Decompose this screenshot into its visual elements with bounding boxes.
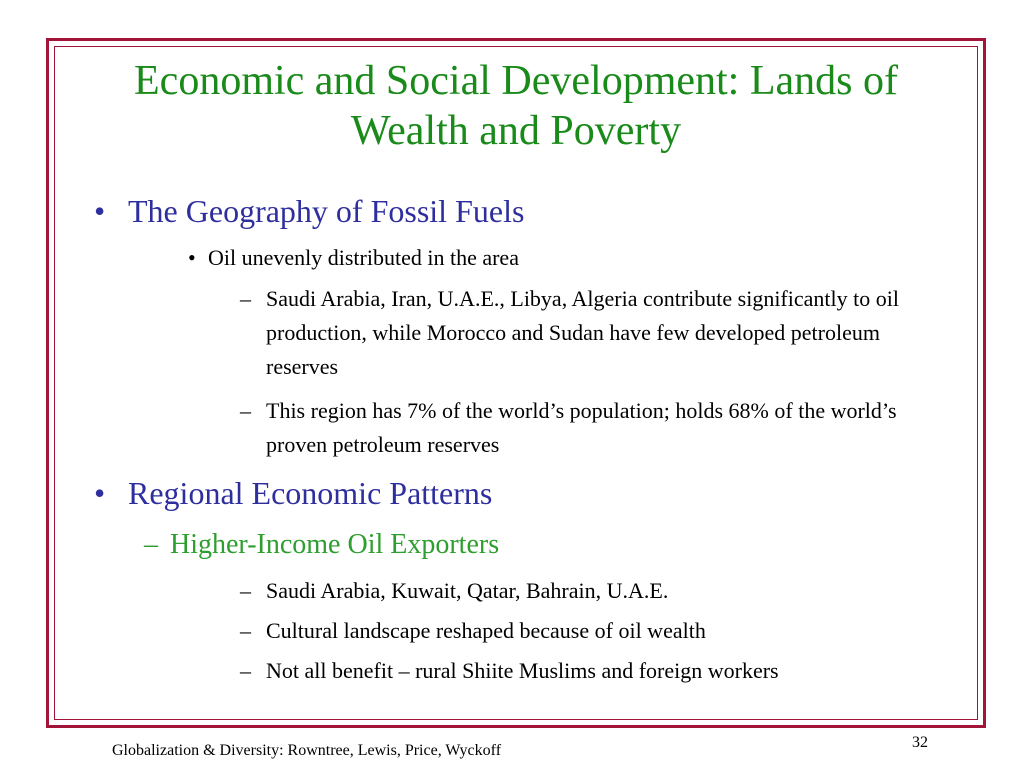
bullet-regional-economic-patterns: [94, 474, 954, 512]
dash-icon: –: [240, 658, 251, 683]
detail-text: Saudi Arabia, Iran, U.A.E., Libya, Algeria contribute significantly to oil production, while Morocco and Sudan have few developed petroleum reserves: [266, 286, 899, 379]
detail-text: Saudi Arabia, Kuwait, Qatar, Bahrain, U.A.E.: [266, 578, 669, 603]
detail-text: This region has 7% of the world’s population; holds 68% of the world’s proven petroleum reserves: [266, 398, 897, 457]
detail-oil-production: [240, 282, 940, 384]
footer-citation: Globalization & Diversity: Rowntree, Lewis, Price, Wyckoff: [112, 742, 502, 759]
bullet-icon: •: [94, 193, 106, 229]
dash-icon: –: [240, 286, 251, 311]
slide-title-line-1: Economic and Social Development: Lands of: [134, 58, 898, 104]
bullet-icon: •: [188, 245, 196, 270]
dash-icon: –: [240, 398, 251, 423]
sub-bullet-text: Oil unevenly distributed in the area: [208, 245, 519, 270]
bullet-fossil-fuels: [94, 192, 954, 230]
slide-page-number: 32: [912, 734, 928, 751]
bullet-text: The Geography of Fossil Fuels: [128, 193, 525, 229]
dash-icon: –: [240, 578, 251, 603]
sub-heading-higher-income: [144, 528, 944, 562]
sub-bullet-oil-distribution: [188, 244, 948, 271]
detail-text: Not all benefit – rural Shiite Muslims and foreign workers: [266, 658, 779, 683]
dash-icon: –: [144, 529, 158, 560]
detail-population-reserves: [240, 394, 940, 462]
sub-heading-text: Higher-Income Oil Exporters: [170, 529, 500, 560]
detail-countries: [240, 574, 960, 608]
detail-not-all-benefit: [240, 654, 970, 688]
slide-title: [60, 56, 972, 156]
detail-text: Cultural landscape reshaped because of oil wealth: [266, 618, 706, 643]
dash-icon: –: [240, 618, 251, 643]
slide-title-line-2: Wealth and Poverty: [350, 108, 682, 154]
bullet-text: Regional Economic Patterns: [128, 475, 493, 511]
bullet-icon: •: [94, 475, 106, 511]
detail-cultural-landscape: [240, 614, 960, 648]
